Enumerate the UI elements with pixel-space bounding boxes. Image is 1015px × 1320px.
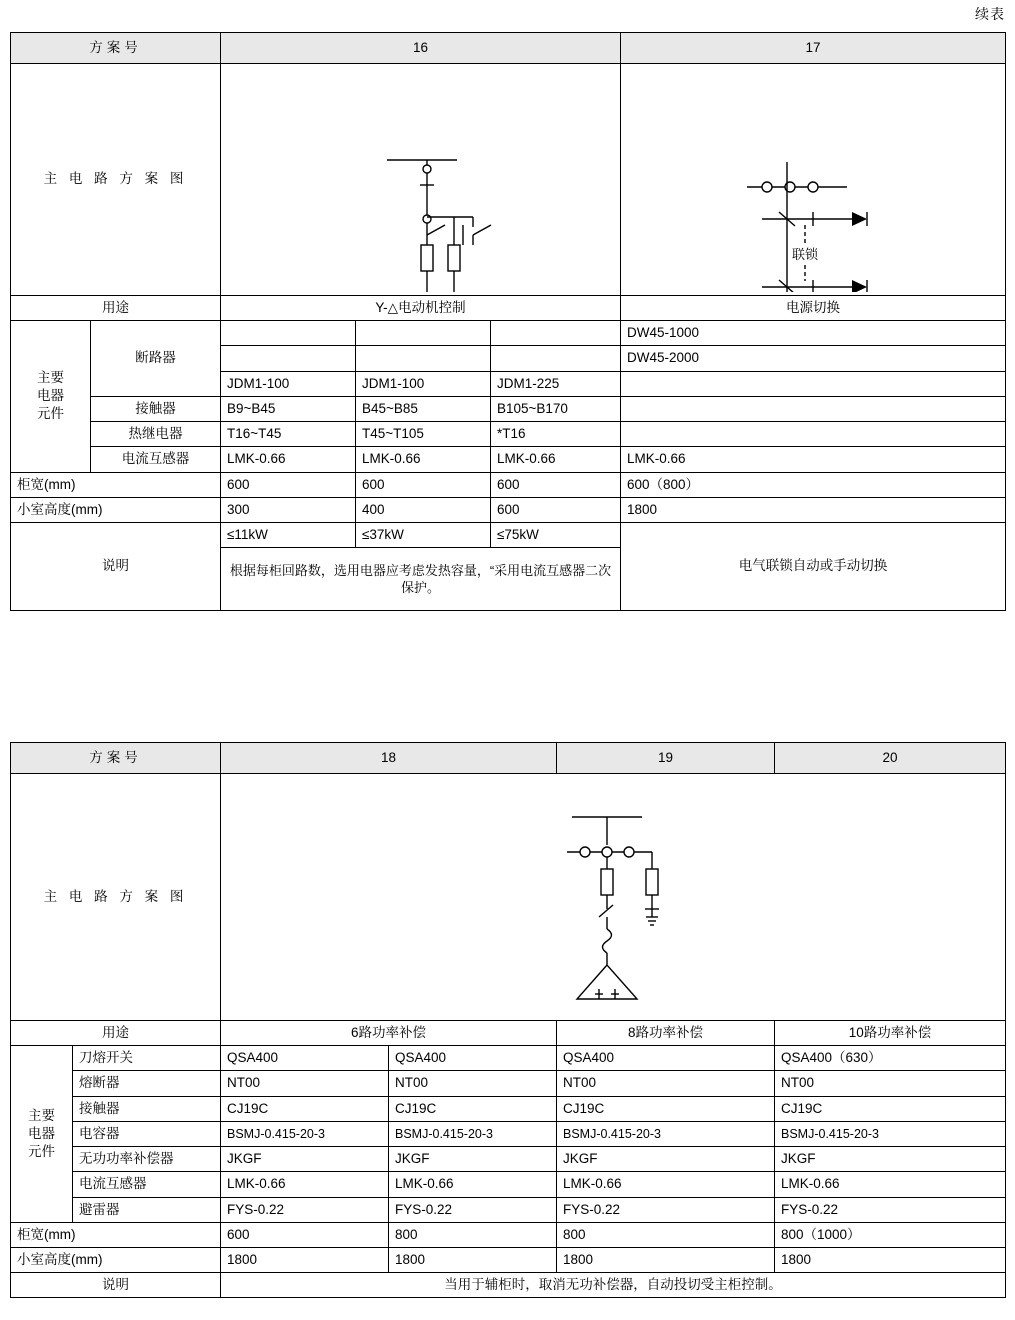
compartment-height-row [11, 497, 1006, 522]
t2-jkgf-c1: JKGF [221, 1147, 389, 1172]
t2-name-contactor: 接触器 [73, 1096, 221, 1121]
component-row-contactor [11, 396, 1006, 421]
t2-width-c3: 800 [557, 1222, 775, 1247]
table2-header-row [11, 743, 1006, 774]
scheme-no-header-2: 方案号 [11, 743, 221, 774]
notes-label: 说明 [11, 522, 221, 610]
t2-fys-c3: FYS-0.22 [557, 1197, 775, 1222]
scheme-table-18-20 [10, 742, 1006, 1298]
compartment-height-label: 小室高度(mm) [11, 497, 221, 522]
component-name-breaker: 断路器 [91, 321, 221, 397]
usage-label: 用途 [11, 296, 221, 321]
t2-height-c4: 1800 [775, 1247, 1006, 1272]
t2-row-capacitor [11, 1121, 1006, 1146]
t2-row-arrester [11, 1197, 1006, 1222]
component-name-thermal-relay: 热继电器 [91, 422, 221, 447]
cabinet-width-c4: 600（800） [621, 472, 1006, 497]
table2-usage-row [11, 1021, 1006, 1046]
t2-compartment-height-row [11, 1247, 1006, 1272]
t2-row-knife-fuse-switch [11, 1046, 1006, 1071]
t2-name-ct: 电流互感器 [73, 1172, 221, 1197]
components-label: 主要 电器 元件 [11, 321, 91, 472]
t2-fuse-c1: NT00 [221, 1071, 389, 1096]
cell-contactor-c4 [621, 396, 1006, 421]
cell-breaker-r1-c1 [221, 321, 356, 346]
cabinet-width-row [11, 472, 1006, 497]
circuit-diagram-16 [221, 64, 621, 296]
t2-fys-c1: FYS-0.22 [221, 1197, 389, 1222]
cell-ct-c4: LMK-0.66 [621, 447, 1006, 472]
t2-cabinet-width-row [11, 1222, 1006, 1247]
scheme-col-19: 19 [557, 743, 775, 774]
circuit-diagram-18-20 [221, 774, 1006, 1021]
diagram-row-label-2: 主 电 路 方 案 图 [11, 774, 221, 1021]
t2-knife-c2: QSA400 [389, 1046, 557, 1071]
cell-breaker-r1-c2 [356, 321, 491, 346]
cell-breaker-r2-c3 [491, 346, 621, 371]
compartment-height-c1: 300 [221, 497, 356, 522]
t2-width-c1: 600 [221, 1222, 389, 1247]
diagram-row-label: 主 电 路 方 案 图 [11, 64, 221, 296]
cell-breaker-r3-c3: JDM1-225 [491, 371, 621, 396]
scheme-col-17: 17 [621, 33, 1006, 64]
t2-width-c2: 800 [389, 1222, 557, 1247]
t2-ct-c4: LMK-0.66 [775, 1172, 1006, 1197]
cell-breaker-r1-c3 [491, 321, 621, 346]
t2-fys-c4: FYS-0.22 [775, 1197, 1006, 1222]
component-row-breaker-1 [11, 321, 1006, 346]
t2-height-c3: 1800 [557, 1247, 775, 1272]
usage-value-20: 10路功率补偿 [775, 1021, 1006, 1046]
components-label-2: 主要 电器 元件 [11, 1046, 73, 1223]
cabinet-width-c1: 600 [221, 472, 356, 497]
circuit-diagram-17 [621, 64, 1006, 296]
t2-width-c4: 800（1000） [775, 1222, 1006, 1247]
t2-row-fuse [11, 1071, 1006, 1096]
cell-breaker-r3-c4 [621, 371, 1006, 396]
t2-cap-c2: BSMJ-0.415-20-3 [389, 1121, 557, 1146]
table-header-row [11, 33, 1006, 64]
t2-row-contactor [11, 1096, 1006, 1121]
t2-contactor-c1: CJ19C [221, 1096, 389, 1121]
cell-ct-c1: LMK-0.66 [221, 447, 356, 472]
t2-name-arrester: 避雷器 [73, 1197, 221, 1222]
t2-row-ct [11, 1172, 1006, 1197]
t2-notes-row [11, 1273, 1006, 1298]
usage-value-18: 6路功率补偿 [221, 1021, 557, 1046]
cell-contactor-c2: B45~B85 [356, 396, 491, 421]
notes-text-left: 根据每柜回路数，选用电器应考虑发热容量，“采用电流互感器二次保护。 [221, 548, 621, 611]
power-c2: ≤37kW [356, 522, 491, 547]
usage-value-16: Y-△电动机控制 [221, 296, 621, 321]
component-name-contactor: 接触器 [91, 396, 221, 421]
t2-contactor-c4: CJ19C [775, 1096, 1006, 1121]
continued-table-label: 续表 [975, 6, 1005, 22]
table2-diagram-row [11, 774, 1006, 1021]
t2-cap-c4: BSMJ-0.415-20-3 [775, 1121, 1006, 1146]
diagram-row [11, 64, 1006, 296]
usage-label-2: 用途 [11, 1021, 221, 1046]
cabinet-width-c3: 600 [491, 472, 621, 497]
t2-name-capacitor: 电容器 [73, 1121, 221, 1146]
t2-compartment-height-label: 小室高度(mm) [11, 1247, 221, 1272]
scheme-col-18: 18 [221, 743, 557, 774]
t2-knife-c1: QSA400 [221, 1046, 389, 1071]
compartment-height-c3: 600 [491, 497, 621, 522]
t2-contactor-c2: CJ19C [389, 1096, 557, 1121]
cabinet-width-label: 柜宽(mm) [11, 472, 221, 497]
t2-knife-c4: QSA400（630） [775, 1046, 1006, 1071]
notes-power-row [11, 522, 1006, 547]
component-row-ct [11, 447, 1006, 472]
t2-jkgf-c3: JKGF [557, 1147, 775, 1172]
usage-value-19: 8路功率补偿 [557, 1021, 775, 1046]
usage-row [11, 296, 1006, 321]
t2-name-knife-fuse-switch: 刀熔开关 [73, 1046, 221, 1071]
t2-name-reactive-compensator: 无功功率补偿器 [73, 1147, 221, 1172]
t2-height-c1: 1800 [221, 1247, 389, 1272]
t2-jkgf-c2: JKGF [389, 1147, 557, 1172]
scheme-col-20: 20 [775, 743, 1006, 774]
scheme-col-16: 16 [221, 33, 621, 64]
cell-ct-c3: LMK-0.66 [491, 447, 621, 472]
component-row-thermal-relay [11, 422, 1006, 447]
t2-contactor-c3: CJ19C [557, 1096, 775, 1121]
t2-name-fuse: 熔断器 [73, 1071, 221, 1096]
cell-breaker-r1-c4: DW45-1000 [621, 321, 1006, 346]
t2-ct-c3: LMK-0.66 [557, 1172, 775, 1197]
cell-contactor-c3: B105~B170 [491, 396, 621, 421]
cell-breaker-r2-c1 [221, 346, 356, 371]
t2-ct-c1: LMK-0.66 [221, 1172, 389, 1197]
t2-notes-label: 说明 [11, 1273, 221, 1298]
cell-thermal-c1: T16~T45 [221, 422, 356, 447]
interlock-annotation: 联锁 [791, 247, 819, 262]
compartment-height-c2: 400 [356, 497, 491, 522]
cell-breaker-r2-c4: DW45-2000 [621, 346, 1006, 371]
cell-breaker-r3-c1: JDM1-100 [221, 371, 356, 396]
t2-jkgf-c4: JKGF [775, 1147, 1006, 1172]
t2-cap-c3: BSMJ-0.415-20-3 [557, 1121, 775, 1146]
t2-height-c2: 1800 [389, 1247, 557, 1272]
cell-thermal-c2: T45~T105 [356, 422, 491, 447]
scheme-no-header: 方案号 [11, 33, 221, 64]
t2-fuse-c2: NT00 [389, 1071, 557, 1096]
t2-knife-c3: QSA400 [557, 1046, 775, 1071]
compartment-height-c4: 1800 [621, 497, 1006, 522]
notes-text-right: 电气联锁自动或手动切换 [621, 522, 1006, 610]
power-c3: ≤75kW [491, 522, 621, 547]
t2-cabinet-width-label: 柜宽(mm) [11, 1222, 221, 1247]
usage-value-17: 电源切换 [621, 296, 1006, 321]
component-name-ct: 电流互感器 [91, 447, 221, 472]
cell-ct-c2: LMK-0.66 [356, 447, 491, 472]
scheme-table-16-17 [10, 32, 1006, 611]
t2-fys-c2: FYS-0.22 [389, 1197, 557, 1222]
cell-breaker-r3-c2: JDM1-100 [356, 371, 491, 396]
cell-thermal-c4 [621, 422, 1006, 447]
t2-cap-c1: BSMJ-0.415-20-3 [221, 1121, 389, 1146]
cell-thermal-c3: *T16 [491, 422, 621, 447]
cabinet-width-c2: 600 [356, 472, 491, 497]
power-c1: ≤11kW [221, 522, 356, 547]
cell-breaker-r2-c2 [356, 346, 491, 371]
t2-fuse-c3: NT00 [557, 1071, 775, 1096]
t2-row-reactive-compensator [11, 1147, 1006, 1172]
t2-ct-c2: LMK-0.66 [389, 1172, 557, 1197]
t2-notes-text: 当用于辅柜时，取消无功补偿器，自动投切受主柜控制。 [221, 1273, 1006, 1298]
t2-fuse-c4: NT00 [775, 1071, 1006, 1096]
cell-contactor-c1: B9~B45 [221, 396, 356, 421]
